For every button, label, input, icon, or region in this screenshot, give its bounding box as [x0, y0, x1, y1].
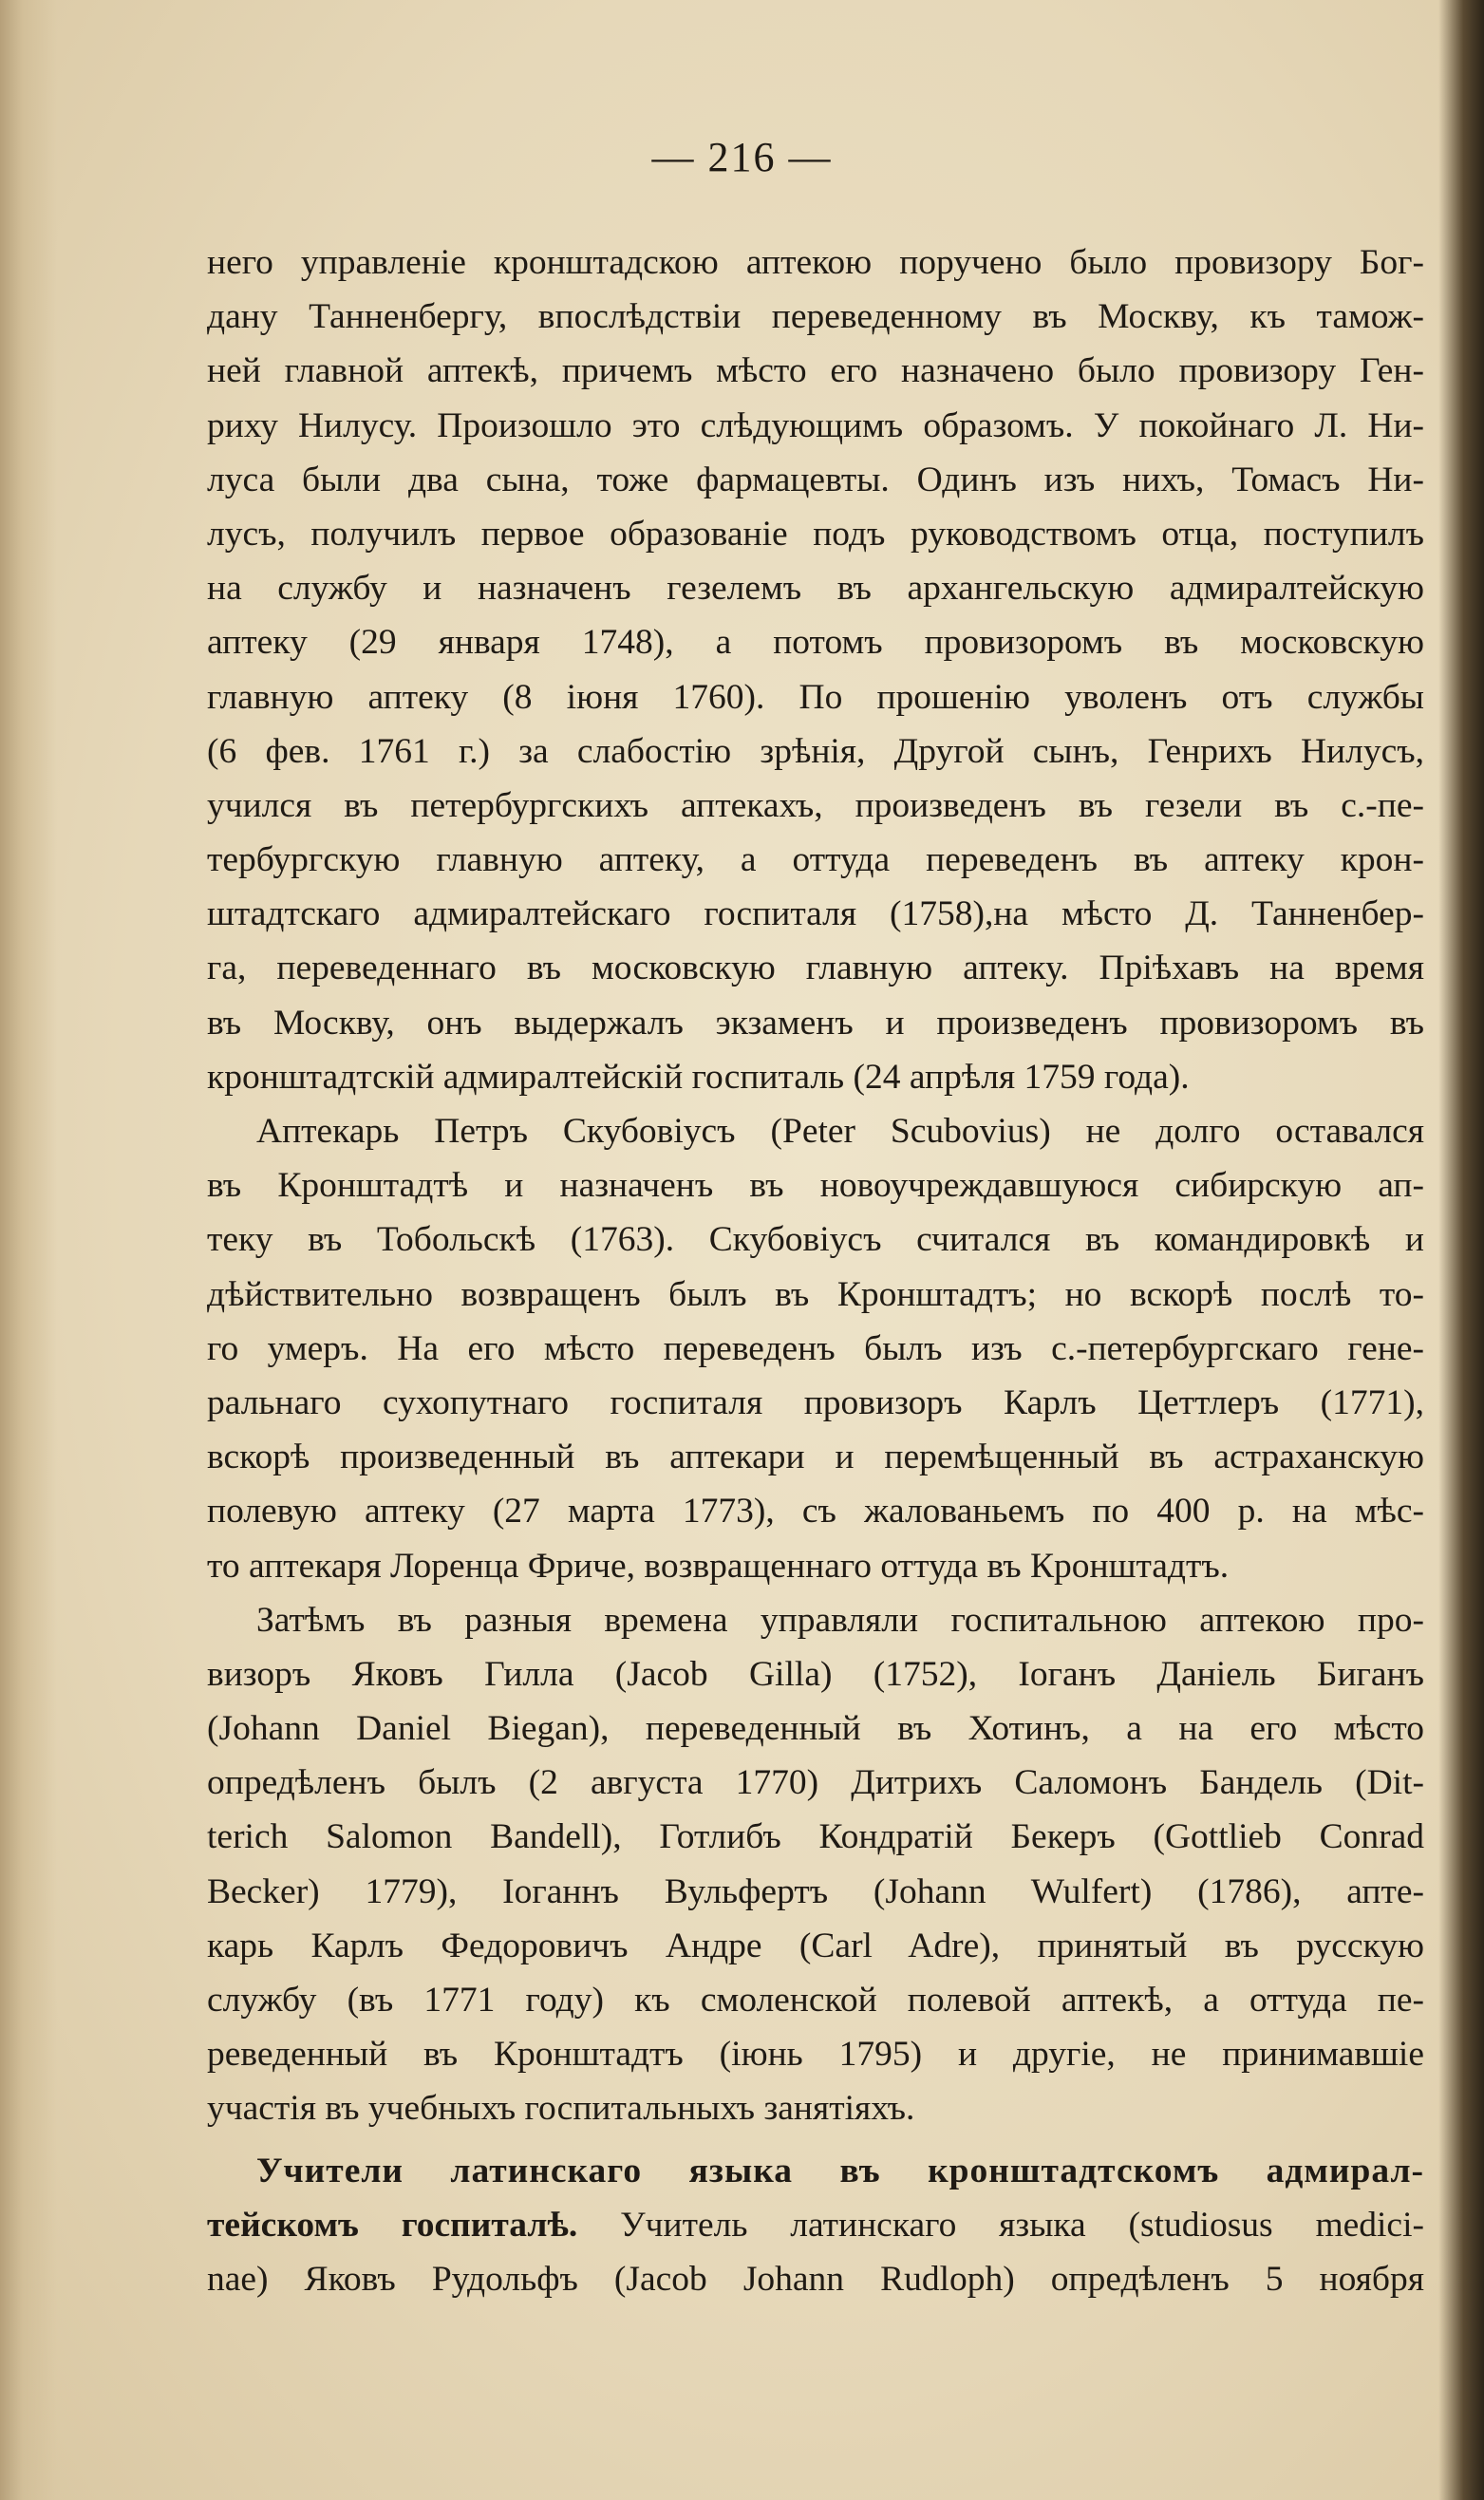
text-line: луса были два сына, тоже фармацевты. Одинъ изъ нихъ, Томасъ Ни- [207, 460, 1424, 499]
paragraph-1 [207, 235, 1424, 1104]
text-line: штадтскаго адмиралтейскаго госпиталя (1758),на мѣсто Д. Танненбер- [207, 894, 1424, 934]
text-line: въ Кронштадтѣ и назначенъ въ новоучреждавшуюся сибирскую ап- [207, 1166, 1424, 1206]
text-line: terich Salomon Bandell), Готлибъ Кондратій Бекеръ (Gottlieb Conrad [207, 1817, 1424, 1857]
text-line: (Johann Daniel Biegan), переведенный въ Хотинъ, а на его мѣсто [207, 1709, 1424, 1749]
text-line: реведенный въ Кронштадтъ (іюнь 1795) и другіе, не принимавшіе [207, 2035, 1424, 2075]
text-line: участія въ учебныхъ госпитальныхъ занятіяхъ. [207, 2089, 915, 2129]
text-line: службу (въ 1771 году) къ смоленской полевой аптекѣ, а оттуда пе- [207, 1981, 1424, 2020]
text-line [207, 2198, 1424, 2252]
text-line: ней главной аптекѣ, причемъ мѣсто его назначено было провизору Ген- [207, 351, 1424, 391]
paragraph-3 [207, 1593, 1424, 2136]
page-number: — 216 — [651, 134, 833, 180]
text-line: теку въ Тобольскѣ (1763). Скубовіусъ считался въ командировкѣ и [207, 1220, 1424, 1260]
binding-shadow [0, 0, 57, 2500]
text-line: nae) Яковъ Рудольфъ (Jacob Johann Rudloph) опредѣленъ 5 ноября [207, 2259, 1424, 2299]
text-line: главную аптеку (8 іюня 1760). По прошенію уволенъ отъ службы [207, 677, 1424, 717]
text-run: Учитель латинскаго языка (studiosus medici- [620, 2205, 1424, 2245]
text-line: на службу и назначенъ гезелемъ въ архангельскую адмиралтейскую [207, 569, 1424, 609]
paragraph-4 [207, 2144, 1424, 2307]
section-heading-line: Учители латинскаго языка въ кронштадтскомъ адмирал- [256, 2151, 1424, 2190]
text-line: учился въ петербургскихъ аптекахъ, произведенъ въ гезели въ с.-пе- [207, 785, 1424, 825]
page-edge-shadow [1438, 0, 1484, 2500]
text-line: го умеръ. На его мѣсто переведенъ былъ изъ с.-петербургскаго гене- [207, 1328, 1424, 1368]
text-line: аптеку (29 января 1748), а потомъ провизоромъ въ московскую [207, 623, 1424, 663]
text-line: то аптекаря Лоренца Фриче, возвращеннаго оттуда въ Кронштадтъ. [207, 1546, 1230, 1586]
text-line: тербургскую главную аптеку, а оттуда переведенъ въ аптеку крон- [207, 840, 1424, 880]
text-line: Аптекарь Петръ Скубовіусъ (Peter Scubovius) не долго оставался [256, 1112, 1424, 1151]
paragraph-2 [207, 1104, 1424, 1593]
text-line: опредѣленъ былъ (2 августа 1770) Дитрихъ Саломонъ Бандель (Dit- [207, 1763, 1424, 1803]
text-line: (6 фев. 1761 г.) за слабостію зрѣнія, Другой сынъ, Генрихъ Нилусъ, [207, 731, 1424, 771]
text-line: вскорѣ произведенный въ аптекари и перемѣщенный въ астраханскую [207, 1438, 1424, 1477]
text-line: въ Москву, онъ выдержалъ экзаменъ и произведенъ провизоромъ въ [207, 1003, 1424, 1043]
text-line: риху Нилусу. Произошло это слѣдующимъ образомъ. У покойнаго Л. Ни- [207, 405, 1424, 445]
text-line: ральнаго сухопутнаго госпиталя провизоръ Карлъ Цеттлеръ (1771), [207, 1382, 1424, 1422]
text-line: визоръ Яковъ Гилла (Jacob Gilla) (1752), Іоганъ Даніель Биганъ [207, 1654, 1424, 1694]
text-line: полевую аптеку (27 марта 1773), съ жалованьемъ по 400 р. на мѣс- [207, 1492, 1424, 1532]
text-line: Затѣмъ въ разныя времена управляли госпитальною аптекою про- [256, 1600, 1424, 1640]
text-line: кронштадтскій адмиралтейскій госпиталь (24 апрѣля 1759 года). [207, 1057, 1190, 1097]
text-line: лусъ, получилъ первое образованіе подъ руководствомъ отца, поступилъ [207, 514, 1424, 554]
body-text [207, 235, 1424, 2306]
text-line: дану Танненбергу, впослѣдствіи переведенному въ Москву, къ тамож- [207, 297, 1424, 337]
text-line: га, переведеннаго въ московскую главную аптеку. Пріѣхавъ на время [207, 949, 1424, 988]
text-line: него управленіе кронштадскою аптекою поручено было провизору Бог- [207, 243, 1424, 282]
section-heading-tail: тейскомъ госпиталѣ. [207, 2205, 578, 2245]
text-line: карь Карлъ Федоровичъ Андре (Carl Adre), принятый въ русскую [207, 1926, 1424, 1965]
text-line: дѣйствительно возвращенъ былъ въ Кронштадтъ; но вскорѣ послѣ то- [207, 1274, 1424, 1314]
text-line: Becker) 1779), Іоганнъ Вульфертъ (Johann Wulfert) (1786), апте- [207, 1871, 1424, 1911]
